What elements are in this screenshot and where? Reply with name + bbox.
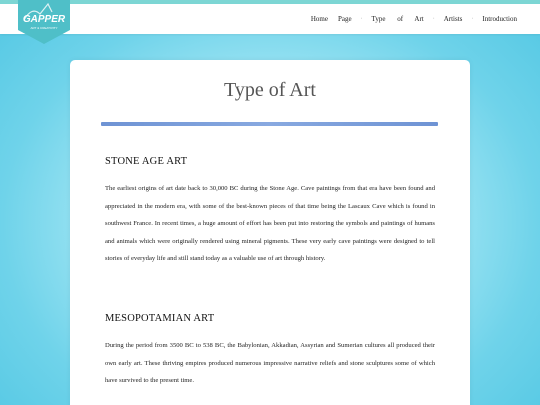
nav-separator: · xyxy=(360,16,363,22)
nav-item-artists[interactable]: Artists xyxy=(443,15,463,23)
main-nav xyxy=(306,4,522,34)
section-heading-stone-age: STONE AGE ART xyxy=(105,156,188,167)
logo-badge-icon xyxy=(18,0,70,44)
nav-item-page[interactable]: Page xyxy=(337,15,352,23)
logo-tagline: ART & CREATIVITY xyxy=(30,26,58,30)
nav-item-home[interactable]: Home xyxy=(310,15,328,23)
section-heading-mesopotamian: MESOPOTAMIAN ART xyxy=(105,313,215,324)
nav-item-type-of-art[interactable]: Type of Art xyxy=(371,15,424,23)
nav-separator: · xyxy=(471,16,474,22)
logo-text: GAPPER xyxy=(22,14,66,25)
page-title: Type of Art xyxy=(224,79,316,101)
site-logo[interactable] xyxy=(18,0,70,44)
nav-separator: · xyxy=(432,16,435,22)
nav-item-introduction[interactable]: Introduction xyxy=(482,15,517,23)
title-underline-bar xyxy=(101,122,438,126)
section-body-mesopotamian: During the period from 3500 BC to 538 BC, the Babylonian, Akkadian, Assyrian and Sumerian cultures all produced their own early art. These thriving empires produced numerous impressive narrative reliefs and stone sculptures some of which have survived to the present time. xyxy=(105,342,435,385)
section-body-stone-age: The earliest origins of art date back to 30,000 BC during the Stone Age. Cave paintings from that era have been found and appreciated in the modern era, with some of the best-known pieces of that time being the Lascaux Cave which is found in southwest France. In recent times, a huge amount of effort has been put into restoring the symbols and paintings of humans and animals which were originally rendered using mineral pigments. These very early cave paintings were designed to tell stories of everyday life and still stand today as a valuable use of art through history. xyxy=(105,185,435,263)
